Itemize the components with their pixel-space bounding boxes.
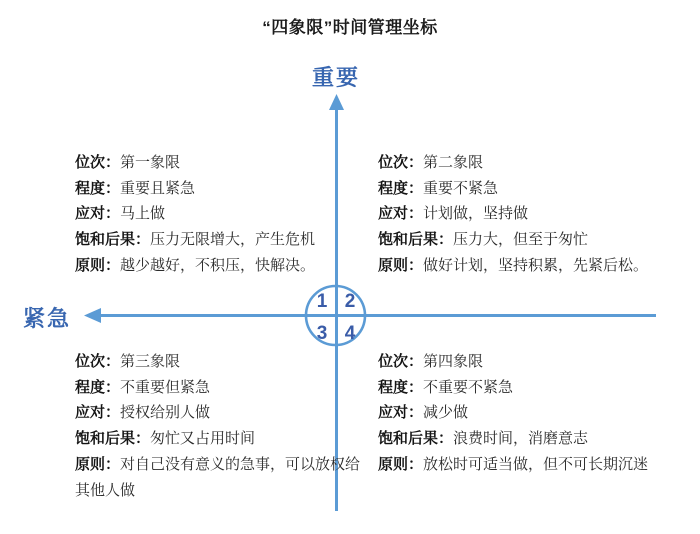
quadrant-number-3: 3 [316, 323, 328, 344]
row-label: 位次： [378, 154, 424, 171]
row-value: 马上做 [120, 205, 166, 223]
quadrant-number-2: 2 [344, 291, 356, 312]
row-value: 越少越好，不积压，快解决。 [120, 256, 316, 274]
vertical-axis-label: 重要 [312, 65, 361, 90]
row-label: 位次： [378, 353, 424, 370]
quadrant-row [75, 227, 367, 253]
row-value: 第二象限 [423, 154, 484, 171]
row-label: 原则： [378, 455, 424, 473]
quadrant-row [378, 227, 693, 253]
quadrant-row [75, 426, 370, 452]
quadrant-row [75, 201, 367, 227]
row-value: 减少做 [423, 404, 469, 422]
row-value: 不重要但紧急 [120, 378, 211, 396]
row-value: 授权给别人做 [120, 404, 211, 422]
quadrant-row [75, 253, 367, 279]
quadrant-4-description [378, 349, 696, 478]
quadrant-row [378, 452, 696, 478]
row-label: 位次： [75, 154, 121, 171]
row-label: 位次： [75, 353, 121, 370]
row-value: 第一象限 [120, 154, 181, 171]
row-value: 压力无限增大，产生危机 [150, 231, 316, 249]
row-value: 匆忙又占用时间 [150, 430, 256, 448]
row-label: 应对： [378, 205, 424, 223]
row-label: 应对： [75, 205, 121, 223]
quadrant-row [378, 426, 696, 452]
row-label: 程度： [378, 179, 424, 197]
row-label: 应对： [378, 404, 424, 422]
quadrant-number-4: 4 [344, 323, 356, 344]
quadrant-row [378, 201, 693, 227]
quadrant-row [378, 176, 693, 202]
row-label: 饱和后果： [378, 231, 454, 249]
row-value: 第四象限 [423, 353, 484, 370]
quadrant-3-description [75, 349, 370, 503]
row-value: 重要且紧急 [120, 179, 196, 197]
quadrant-row [378, 150, 693, 176]
quadrant-1-description [75, 150, 367, 279]
row-label: 饱和后果： [75, 430, 151, 448]
row-label: 程度： [75, 179, 121, 197]
row-label: 原则： [378, 256, 424, 274]
quadrant-row [75, 375, 370, 401]
quadrant-row [75, 349, 370, 375]
quadrant-row [75, 150, 367, 176]
quadrant-2-description [378, 150, 693, 279]
row-label: 饱和后果： [75, 231, 151, 249]
row-value: 计划做，坚持做 [423, 205, 529, 223]
quadrant-row [378, 375, 696, 401]
row-value: 重要不紧急 [423, 179, 499, 197]
row-label: 原则： [75, 256, 121, 274]
quadrant-number-1: 1 [316, 291, 328, 312]
quadrant-row [75, 176, 367, 202]
left-arrow-icon [84, 308, 101, 323]
row-label: 原则： [75, 455, 121, 473]
row-value: 放松时可适当做，但不可长期沉迷 [423, 455, 649, 473]
quadrant-row [378, 400, 696, 426]
quadrant-row [75, 400, 370, 426]
up-arrow-icon [329, 94, 344, 110]
row-value: 不重要不紧急 [423, 378, 514, 396]
row-label: 程度： [378, 378, 424, 396]
row-value: 对自己没有意义的急事，可以放权给其他人做 [75, 455, 361, 499]
row-label: 应对： [75, 404, 121, 422]
row-label: 饱和后果： [378, 430, 454, 448]
quadrant-row [378, 253, 693, 279]
quadrant-row [75, 452, 370, 503]
row-value: 压力大，但至于匆忙 [453, 231, 589, 249]
row-value: 做好计划，坚持积累，先紧后松。 [423, 256, 649, 274]
row-value: 第三象限 [120, 353, 181, 370]
row-value: 浪费时间，消磨意志 [453, 430, 589, 448]
page-title: “四象限”时间管理坐标 [262, 18, 438, 37]
quadrant-row [378, 349, 696, 375]
horizontal-axis-label: 紧急 [23, 306, 72, 331]
row-label: 程度： [75, 378, 121, 396]
